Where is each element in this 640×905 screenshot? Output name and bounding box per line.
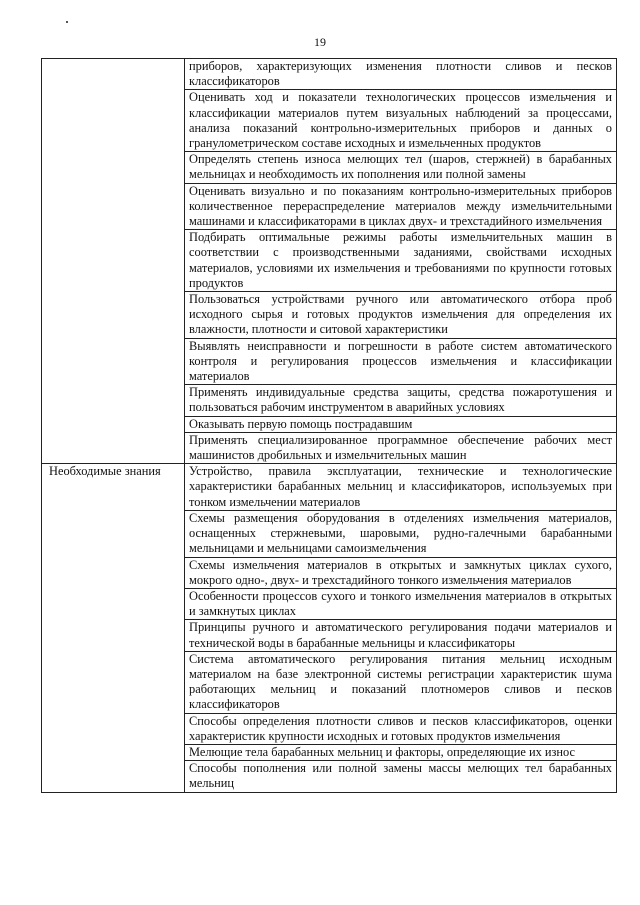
page-number: 19 bbox=[314, 35, 326, 49]
skill-cell bbox=[185, 338, 617, 385]
skill-text: Оценивать визуально и по показаниям контрольно-измерительных приборов количественное перераспределение материалов между измельчительными машинами и классификаторами в циклах двух- и трехстадийного измельчения bbox=[189, 183, 612, 229]
table-row bbox=[42, 59, 617, 90]
skill-text: Пользоваться устройствами ручного или автоматического отбора проб исходного сырья и готовых продуктов измельчения для определения их влажности, плотности и ситовой характеристики bbox=[189, 292, 612, 337]
skill-text: Применять индивидуальные средства защиты, средства пожаротушения и пользоваться рабочим инструментом в аварийных условиях bbox=[189, 385, 612, 415]
skill-text: Выявлять неисправности и погрешности в работе систем автоматического контроля и регулирования процессов измельчения и классификации материалов bbox=[189, 338, 612, 384]
skill-cell bbox=[185, 385, 617, 416]
table-row bbox=[42, 464, 617, 511]
knowledge-cell bbox=[185, 464, 617, 511]
skill-text: Оценивать ход и показатели технологических процессов измельчения и классификации материалов путем визуальных наблюдений за процессами, анализа показаний контрольно-измерительных приборов и данных о гранулометрическом составе исходных и измельченных продуктов bbox=[189, 90, 612, 151]
skill-cell bbox=[185, 292, 617, 339]
knowledge-cell bbox=[185, 651, 617, 713]
skill-text: Оказывать первую помощь пострадавшим bbox=[189, 416, 413, 431]
knowledge-cell bbox=[185, 713, 617, 744]
label-cell-knowledge bbox=[42, 464, 185, 792]
skill-text: Подбирать оптимальные режимы работы измельчительных машин в соответствии с производственными заданиями, свойствами исходных материалов, условиями их измельчения и требованиями по крупности готовых продуктов bbox=[189, 230, 612, 290]
knowledge-text: Схемы размещения оборудования в отделениях измельчения материалов, оснащенных стержневыми, шаровыми, рудно-галечными барабанными мельницами и мельницами самоизмельчения bbox=[189, 510, 612, 556]
skill-cell bbox=[185, 416, 617, 432]
knowledge-text: Принципы ручного и автоматического регулирования подачи материалов и технической воды в барабанные мельницы и классификаторы bbox=[189, 620, 612, 650]
skill-cell bbox=[185, 59, 617, 90]
skill-cell bbox=[185, 183, 617, 230]
skill-cell bbox=[185, 432, 617, 463]
knowledge-text: Устройство, правила эксплуатации, технические и технологические характеристики барабанных мельниц и классификаторов, используемых при тонком измельчении материалов bbox=[189, 464, 612, 509]
row-label: Необходимые знания bbox=[49, 464, 161, 479]
knowledge-text: Способы пополнения или полной замены массы мелющих тел барабанных мельниц bbox=[189, 761, 612, 791]
knowledge-text: Способы определения плотности сливов и песков классификаторов, оценки характеристик крупности исходных и готовых продуктов измельчения bbox=[189, 713, 612, 743]
skill-text: приборов, характеризующих изменения плотности сливов и песков классификаторов bbox=[189, 59, 612, 89]
skill-cell bbox=[185, 230, 617, 292]
scan-speck bbox=[66, 21, 68, 23]
knowledge-text: Система автоматического регулирования питания мельниц исходным материалом на базе электронной системы регистрации характеристик шума работающих мельниц и показаний плотномеров сливов и песков классификаторов bbox=[189, 651, 612, 712]
label-cell-empty bbox=[42, 59, 185, 464]
knowledge-cell bbox=[185, 588, 617, 619]
knowledge-cell bbox=[185, 744, 617, 760]
skill-text: Определять степень износа мелющих тел (шаров, стержней) в барабанных мельницах и необходимость их пополнения или полной замены bbox=[189, 152, 612, 182]
knowledge-cell bbox=[185, 761, 617, 792]
competency-table bbox=[41, 58, 617, 793]
knowledge-text: Особенности процессов сухого и тонкого измельчения материалов в открытых и замкнутых циклах bbox=[189, 588, 612, 619]
knowledge-text: Схемы измельчения материалов в открытых и замкнутых циклах сухого, мокрого одно-, двух- и трехстадийного тонкого измельчения материалов bbox=[189, 557, 612, 587]
knowledge-cell bbox=[185, 620, 617, 651]
skill-cell bbox=[185, 152, 617, 183]
knowledge-cell bbox=[185, 510, 617, 557]
skill-text: Применять специализированное программное обеспечение рабочих мест машинистов дробильных и измельчительных машин bbox=[189, 432, 612, 463]
knowledge-cell bbox=[185, 557, 617, 588]
knowledge-text: Мелющие тела барабанных мельниц и факторы, определяющие их износ bbox=[189, 744, 576, 759]
skill-cell bbox=[185, 90, 617, 152]
